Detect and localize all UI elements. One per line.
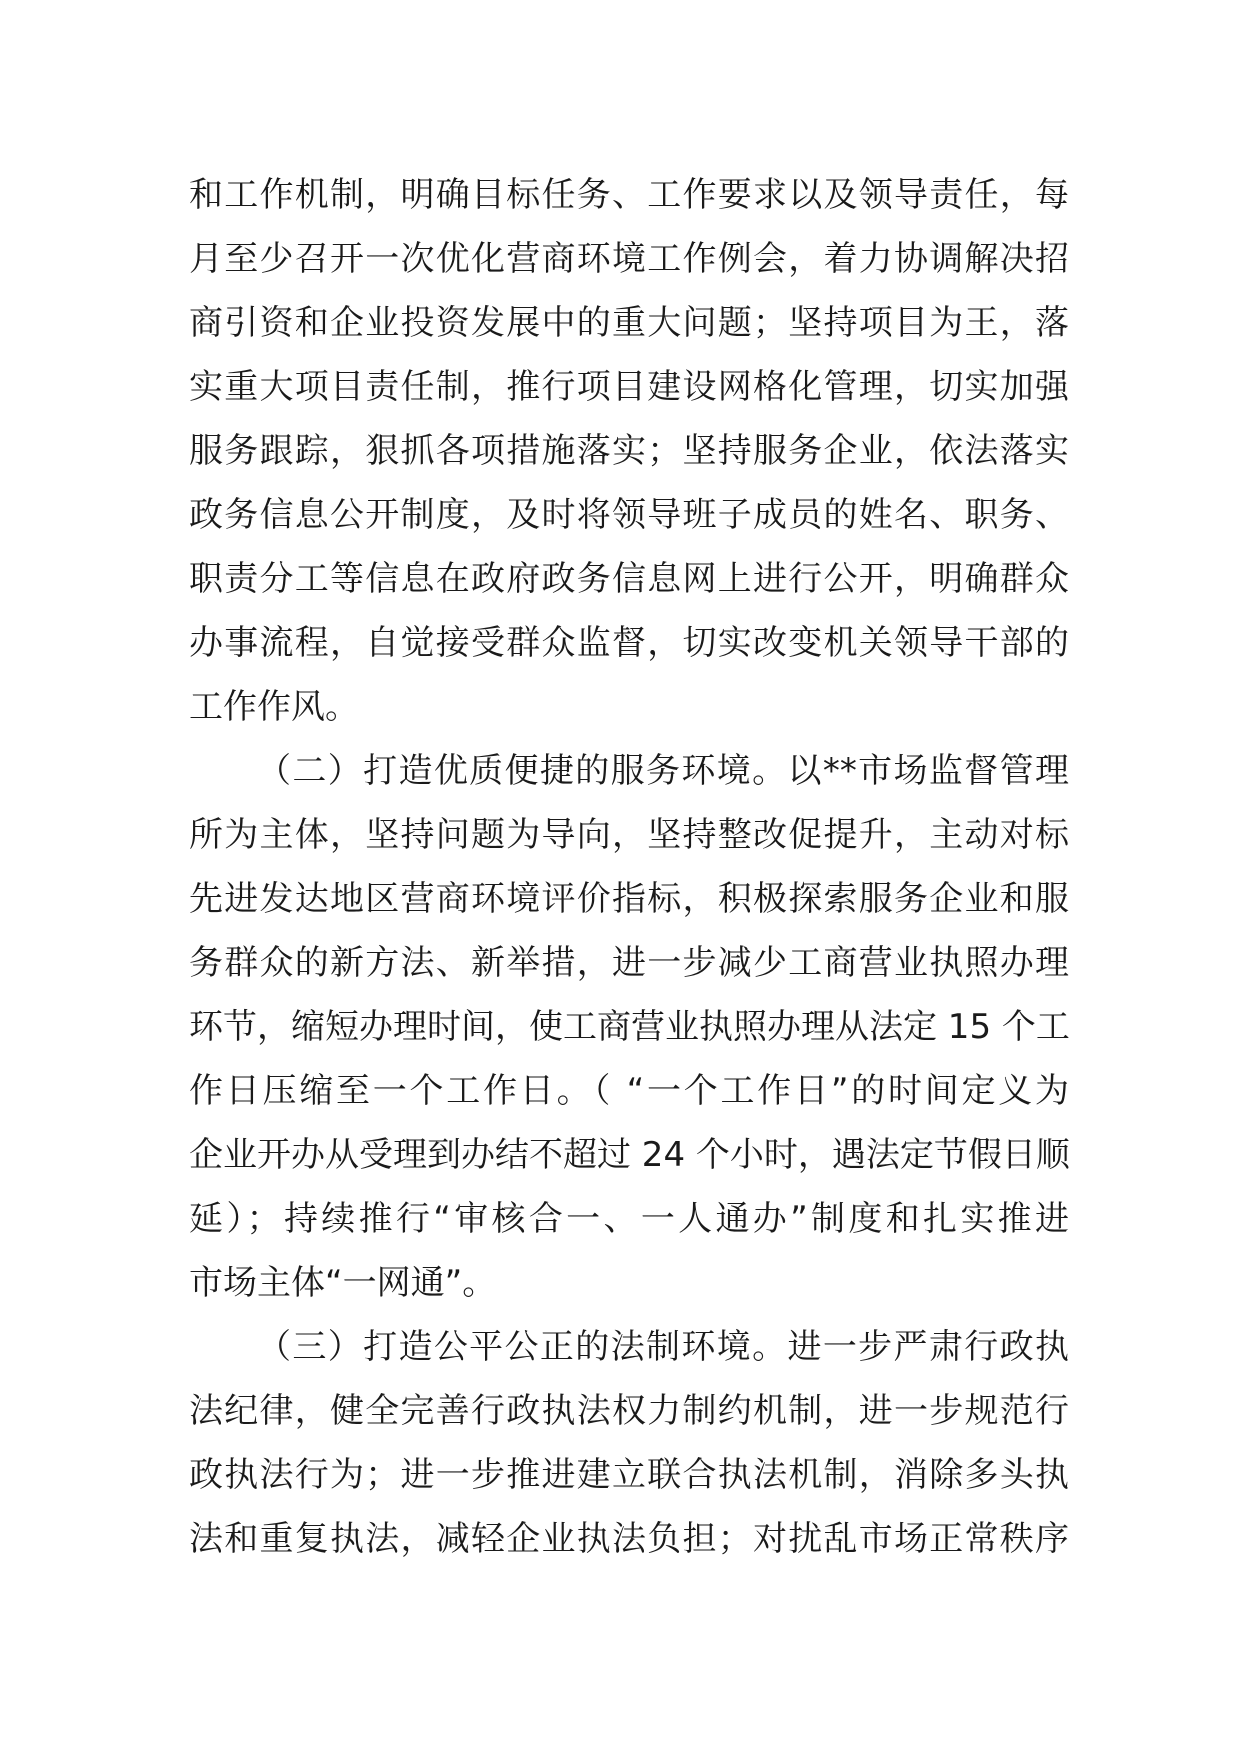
section-heading-line: （三）打造公平公正的法制环境。进一步严肃行政执	[257, 1327, 1069, 1367]
text-line: 市场主体“一网通”。	[189, 1263, 497, 1303]
text-line: 实重大项目责任制，推行项目建设网格化管理，切实加强	[189, 367, 1069, 407]
text-line: 政务信息公开制度，及时将领导班子成员的姓名、职务、	[189, 495, 1069, 535]
text-line: 环节，缩短办理时间，使工商营业执照办理从法定 15 个工	[189, 1007, 1070, 1047]
text-line: 所为主体，坚持问题为导向，坚持整改促提升，主动对标	[189, 815, 1069, 855]
document-body	[189, 163, 1069, 1571]
text-line: 企业开办从受理到办结不超过 24 个小时，遇法定节假日顺	[189, 1135, 1070, 1175]
text-line: 先进发达地区营商环境评价指标，积极探索服务企业和服	[189, 879, 1069, 919]
text-line: 和工作机制，明确目标任务、工作要求以及领导责任，每	[189, 175, 1069, 215]
text-line: 服务跟踪，狠抓各项措施落实；坚持服务企业，依法落实	[189, 431, 1069, 471]
text-line: 办事流程，自觉接受群众监督，切实改变机关领导干部的	[189, 623, 1069, 663]
text-line: 工作作风。	[189, 687, 359, 727]
text-line: 作日压缩至一个工作日。（ “一个工作日”的时间定义为	[189, 1071, 1069, 1111]
text-line: 月至少召开一次优化营商环境工作例会，着力协调解决招	[189, 239, 1069, 279]
text-line: 法和重复执法，减轻企业执法负担；对扰乱市场正常秩序	[189, 1519, 1069, 1559]
text-line: 商引资和企业投资发展中的重大问题；坚持项目为王，落	[189, 303, 1069, 343]
text-line: 职责分工等信息在政府政务信息网上进行公开，明确群众	[189, 559, 1069, 599]
text-line: 政执法行为；进一步推进建立联合执法机制，消除多头执	[189, 1455, 1069, 1495]
text-line: 务群众的新方法、新举措，进一步减少工商营业执照办理	[189, 943, 1069, 983]
text-line: 延）；持续推行“审核合一、一人通办”制度和扎实推进	[189, 1199, 1069, 1239]
section-heading-line: （二）打造优质便捷的服务环境。以**市场监督管理	[257, 751, 1069, 791]
text-line: 法纪律，健全完善行政执法权力制约机制，进一步规范行	[189, 1391, 1069, 1431]
